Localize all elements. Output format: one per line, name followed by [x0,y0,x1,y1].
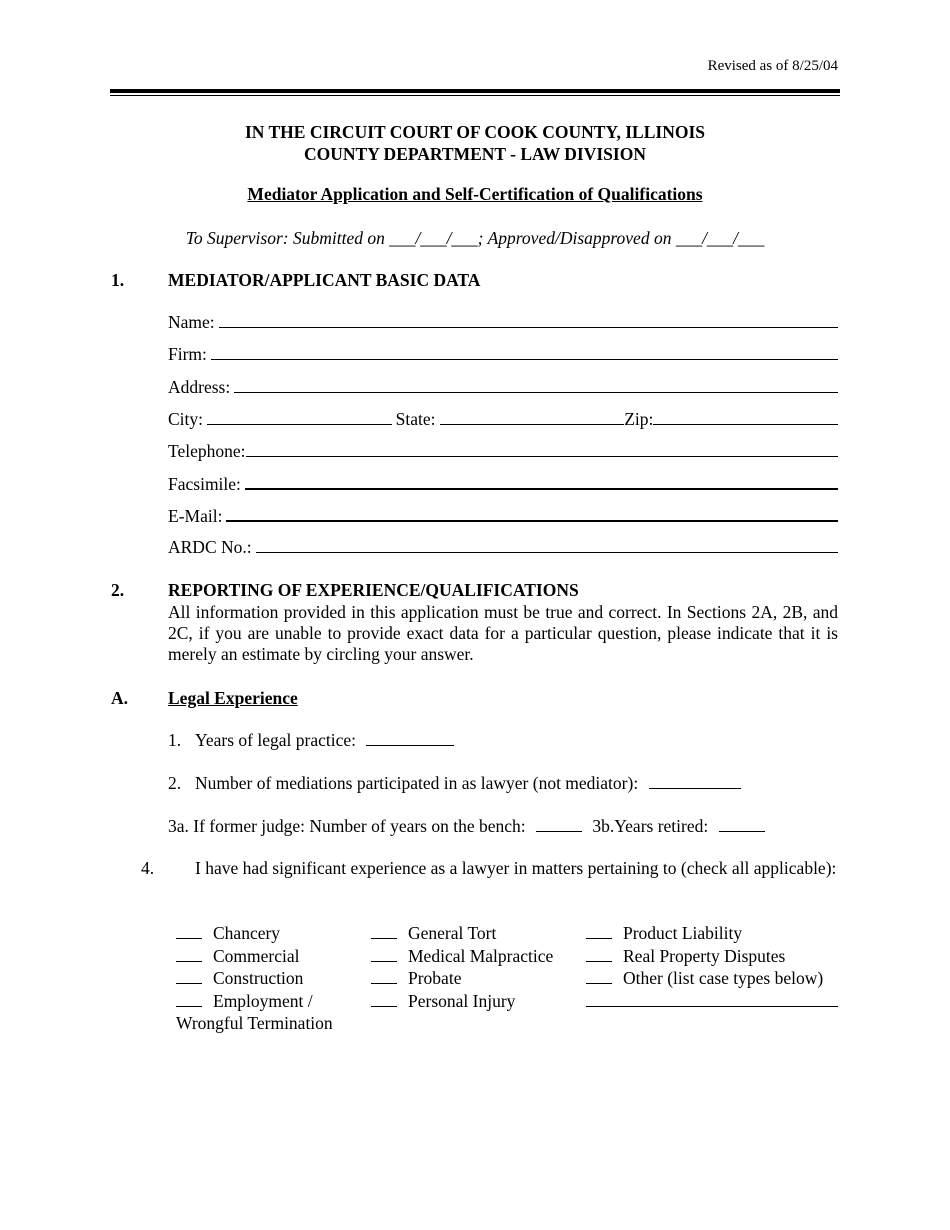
question-4 [141,858,865,879]
ardc-label: ARDC No.: [168,537,252,557]
checklist-item [371,968,553,991]
checklist-item [176,923,333,946]
checklist-label: Employment / [213,990,313,1011]
facsimile-label: Facsimile: [168,474,241,494]
zip-input-line[interactable] [653,409,838,425]
mediations-count-blank[interactable] [649,773,741,789]
question-1-number: 1. [168,730,182,750]
state-input-line[interactable] [440,409,625,425]
facsimile-field [168,473,838,495]
court-heading [110,121,840,165]
question-3 [168,816,838,837]
zip-label: Zip: [624,409,654,429]
checklist-label: Probate [408,968,462,988]
checkbox-blank[interactable] [176,968,202,984]
checklist-label: Chancery [213,923,281,943]
question-3a-text: 3a. If former judge: Number of years on the bench: [168,816,526,836]
checklist-item [371,946,553,969]
telephone-input-line[interactable] [246,441,839,457]
question-1-text: Years of legal practice: [195,730,357,750]
checklist-column-2 [371,923,553,1013]
section-a-letter: A. [111,688,129,708]
years-retired-blank[interactable] [719,816,765,832]
checklist-column-3 [586,923,838,1013]
checkbox-blank[interactable] [176,991,202,1007]
state-label: State: [395,409,436,429]
telephone-field [168,441,838,463]
section-a-title: Legal Experience [168,688,298,708]
checkbox-blank[interactable] [371,991,397,1007]
email-label: E-Mail: [168,506,223,526]
header-rule-thin [110,95,840,96]
question-4-number: 4. [141,858,155,878]
checkbox-blank[interactable] [586,923,612,939]
checklist-label: General Tort [408,923,497,943]
court-line-2: COUNTY DEPARTMENT - LAW DIVISION [304,144,646,164]
name-field [168,312,838,334]
email-input-line[interactable] [226,505,838,522]
section-2-title: REPORTING OF EXPERIENCE/QUALIFICATIONS [168,580,579,600]
checkbox-blank[interactable] [371,923,397,939]
section-2-intro: All information provided in this application must be true and correct. In Sections 2A, 2B, and 2C, if you are unable to provide exact data for a particular question, please indicate that it is merely an estimate by circling your answer. [168,602,838,664]
section-1-title: MEDIATOR/APPLICANT BASIC DATA [168,270,481,290]
name-input-line[interactable] [219,312,838,328]
address-field [168,377,838,399]
supervisor-line: To Supervisor: Submitted on ___/___/___; Approved/Disapproved on ___/___/___ [185,228,765,248]
checkbox-blank[interactable] [176,923,202,939]
question-4-text: I have had significant experience as a lawyer in matters pertaining to (check all applicable): [195,858,837,878]
section-1-number: 1. [111,270,125,290]
checkbox-blank[interactable] [371,946,397,962]
header-rule-thick [110,89,840,93]
question-1 [168,730,838,751]
checklist-item [586,946,838,969]
checklist-item [176,946,333,969]
checklist-item [371,991,553,1014]
years-practice-blank[interactable] [366,730,454,746]
question-3b-text: 3b.Years retired: [592,816,709,836]
years-bench-blank[interactable] [536,816,582,832]
form-title: Mediator Application and Self-Certification of Qualifications [247,184,703,204]
city-label: City: [168,409,204,429]
name-label: Name: [168,312,215,332]
address-input-line[interactable] [234,377,838,393]
firm-input-line[interactable] [211,344,838,360]
checkbox-blank[interactable] [176,946,202,962]
checklist-item [586,923,838,946]
checklist-column-1 [176,923,333,1036]
checklist-label: Other (list case types below) [623,968,824,988]
section-2-number: 2. [111,580,125,600]
firm-field [168,344,838,366]
city-input-line[interactable] [207,409,392,425]
question-2-number: 2. [168,773,182,793]
ardc-field [168,537,838,559]
checklist-label: Commercial [213,945,300,966]
telephone-label: Telephone: [168,441,246,461]
checklist-label: Product Liability [623,923,743,943]
question-2 [168,773,838,794]
checklist-label-wrap: Wrongful Termination [176,1013,333,1033]
checklist-item [176,991,333,1014]
checkbox-blank[interactable] [586,946,612,962]
checklist-label: Real Property Disputes [623,945,786,966]
checkbox-blank[interactable] [586,968,612,984]
firm-label: Firm: [168,344,207,364]
other-case-types-line[interactable] [586,991,838,1014]
checklist-label: Medical Malpractice [408,945,554,966]
facsimile-input-line[interactable] [245,473,838,490]
checklist-item [176,968,333,991]
court-line-1: IN THE CIRCUIT COURT OF COOK COUNTY, ILLINOIS [245,122,705,142]
checkbox-blank[interactable] [371,968,397,984]
checklist-item [371,923,553,946]
checklist-item [586,968,838,991]
checklist-label: Construction [213,968,304,988]
address-label: Address: [168,377,231,397]
email-field [168,505,838,527]
city-state-zip-field [168,409,838,431]
revised-date: Revised as of 8/25/04 [707,58,838,74]
question-2-text: Number of mediations participated in as lawyer (not mediator): [195,773,639,793]
ardc-input-line[interactable] [256,537,838,553]
checklist-label: Personal Injury [408,990,516,1011]
